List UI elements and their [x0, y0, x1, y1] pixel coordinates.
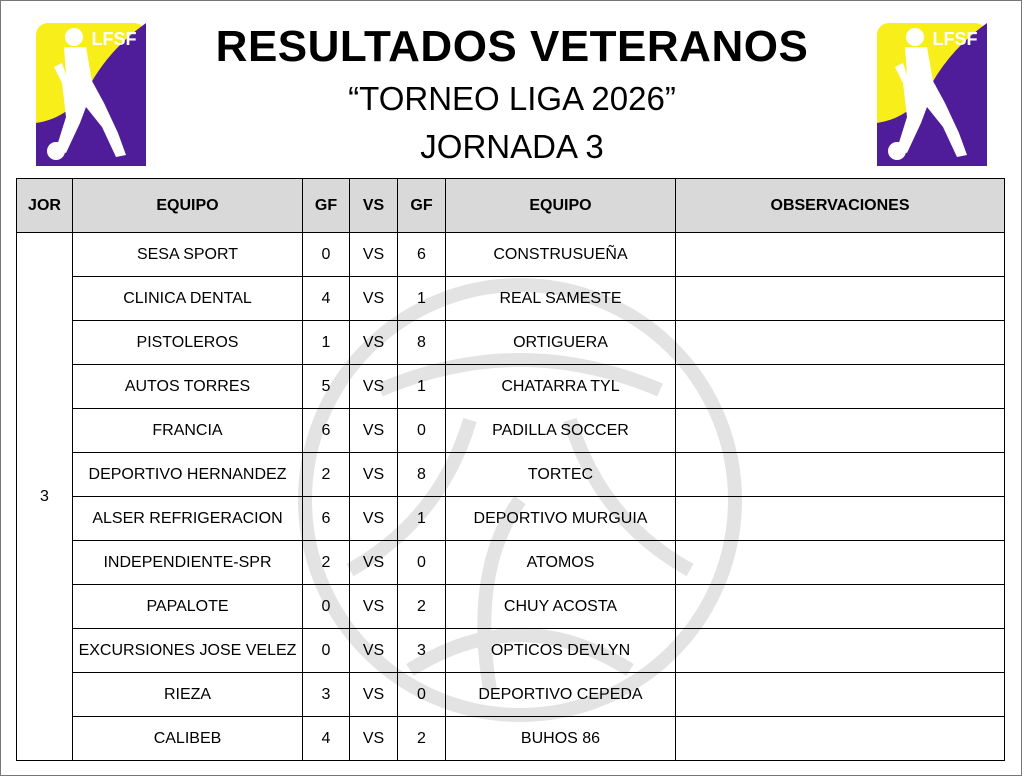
col-header-vs: VS [350, 179, 398, 233]
home-goals-cell: 2 [303, 541, 350, 585]
home-goals-cell: 0 [303, 233, 350, 277]
away-goals-cell: 8 [398, 321, 446, 365]
notes-cell [676, 453, 1005, 497]
table-row [17, 585, 1005, 629]
notes-cell [676, 629, 1005, 673]
away-goals-cell: 1 [398, 497, 446, 541]
away-team-cell: CHATARRA TYL [446, 365, 676, 409]
vs-cell: VS [350, 673, 398, 717]
page-title: RESULTADOS VETERANOS [215, 22, 809, 71]
col-header-home-team: EQUIPO [73, 179, 303, 233]
vs-cell: VS [350, 233, 398, 277]
home-goals-cell: 0 [303, 585, 350, 629]
tournament-subtitle: “TORNEO LIGA 2026” [348, 80, 676, 117]
notes-cell [676, 497, 1005, 541]
round-label: JORNADA 3 [420, 128, 604, 165]
col-header-away-team: EQUIPO [446, 179, 676, 233]
results-body [17, 233, 1005, 761]
home-goals-cell: 0 [303, 629, 350, 673]
away-goals-cell: 2 [398, 585, 446, 629]
col-header-jor: JOR [17, 179, 73, 233]
home-team-cell: DEPORTIVO HERNANDEZ [73, 453, 303, 497]
home-team-cell: PAPALOTE [73, 585, 303, 629]
vs-cell: VS [350, 717, 398, 761]
home-goals-cell: 3 [303, 673, 350, 717]
away-team-cell: ATOMOS [446, 541, 676, 585]
vs-cell: VS [350, 277, 398, 321]
away-team-cell: DEPORTIVO MURGUIA [446, 497, 676, 541]
away-goals-cell: 0 [398, 541, 446, 585]
home-goals-cell: 4 [303, 717, 350, 761]
table-row [17, 541, 1005, 585]
vs-cell: VS [350, 409, 398, 453]
away-team-cell: CHUY ACOSTA [446, 585, 676, 629]
home-team-cell: INDEPENDIENTE-SPR [73, 541, 303, 585]
home-goals-cell: 6 [303, 409, 350, 453]
notes-cell [676, 717, 1005, 761]
notes-cell [676, 673, 1005, 717]
vs-cell: VS [350, 365, 398, 409]
table-row [17, 497, 1005, 541]
home-team-cell: RIEZA [73, 673, 303, 717]
home-team-cell: ALSER REFRIGERACION [73, 497, 303, 541]
home-goals-cell: 2 [303, 453, 350, 497]
away-goals-cell: 3 [398, 629, 446, 673]
jornada-cell: 3 [17, 233, 73, 761]
home-goals-cell: 4 [303, 277, 350, 321]
table-row [17, 409, 1005, 453]
vs-cell: VS [350, 629, 398, 673]
home-team-cell: PISTOLEROS [73, 321, 303, 365]
notes-cell [676, 585, 1005, 629]
away-team-cell: BUHOS 86 [446, 717, 676, 761]
home-team-cell: CLINICA DENTAL [73, 277, 303, 321]
away-team-cell: ORTIGUERA [446, 321, 676, 365]
home-goals-cell: 5 [303, 365, 350, 409]
notes-cell [676, 409, 1005, 453]
notes-cell [676, 321, 1005, 365]
table-row [17, 321, 1005, 365]
table-row [17, 277, 1005, 321]
table-row [17, 233, 1005, 277]
table-row [17, 365, 1005, 409]
away-team-cell: DEPORTIVO CEPEDA [446, 673, 676, 717]
col-header-notes: OBSERVACIONES [676, 179, 1005, 233]
away-team-cell: CONSTRUSUEÑA [446, 233, 676, 277]
col-header-away-gf: GF [398, 179, 446, 233]
home-team-cell: AUTOS TORRES [73, 365, 303, 409]
table-row [17, 629, 1005, 673]
table-header-row [17, 179, 1005, 233]
home-goals-cell: 1 [303, 321, 350, 365]
home-team-cell: EXCURSIONES JOSE VELEZ [73, 629, 303, 673]
notes-cell [676, 365, 1005, 409]
table-row [17, 673, 1005, 717]
away-team-cell: TORTEC [446, 453, 676, 497]
away-goals-cell: 6 [398, 233, 446, 277]
away-goals-cell: 0 [398, 673, 446, 717]
col-header-home-gf: GF [303, 179, 350, 233]
home-team-cell: FRANCIA [73, 409, 303, 453]
vs-cell: VS [350, 585, 398, 629]
home-goals-cell: 6 [303, 497, 350, 541]
notes-cell [676, 277, 1005, 321]
away-team-cell: OPTICOS DEVLYN [446, 629, 676, 673]
results-table [16, 178, 1005, 761]
away-goals-cell: 2 [398, 717, 446, 761]
logo-text: LFSF [932, 29, 978, 49]
vs-cell: VS [350, 497, 398, 541]
table-row [17, 717, 1005, 761]
away-goals-cell: 1 [398, 277, 446, 321]
home-team-cell: SESA SPORT [73, 233, 303, 277]
table-row [17, 453, 1005, 497]
home-team-cell: CALIBEB [73, 717, 303, 761]
away-goals-cell: 1 [398, 365, 446, 409]
away-goals-cell: 8 [398, 453, 446, 497]
notes-cell [676, 541, 1005, 585]
away-goals-cell: 0 [398, 409, 446, 453]
vs-cell: VS [350, 321, 398, 365]
vs-cell: VS [350, 541, 398, 585]
logo-text: LFSF [91, 29, 137, 49]
vs-cell: VS [350, 453, 398, 497]
away-team-cell: PADILLA SOCCER [446, 409, 676, 453]
notes-cell [676, 233, 1005, 277]
away-team-cell: REAL SAMESTE [446, 277, 676, 321]
